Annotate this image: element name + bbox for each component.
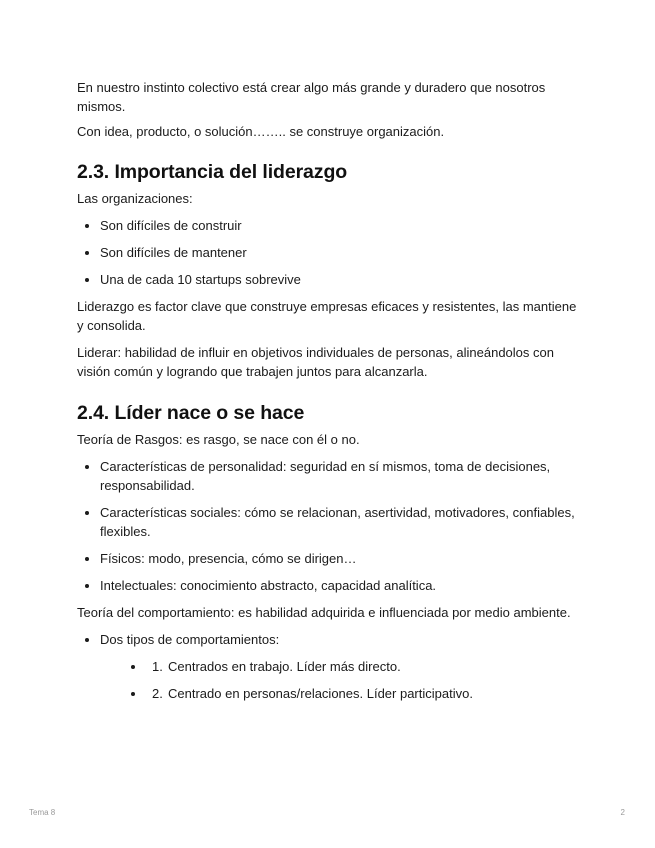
list-item: Características sociales: cómo se relacionan, asertividad, motivadores, confiables, flexibles. bbox=[77, 503, 577, 541]
list-item: Son difíciles de mantener bbox=[77, 243, 577, 262]
section-heading-importancia: 2.3. Importancia del liderazgo bbox=[77, 161, 348, 183]
numbered-item bbox=[123, 657, 577, 676]
intro-paragraph-2: Con idea, producto, o solución…….. se construye organización. bbox=[77, 124, 445, 139]
list-item-label: Dos tipos de comportamientos: bbox=[100, 632, 280, 647]
comportamientos-numbered-list bbox=[100, 657, 577, 703]
intro-paragraph-1: En nuestro instinto colectivo está crear algo más grande y duradero que nosotros mismos. bbox=[77, 80, 546, 114]
item-number: 2. bbox=[152, 686, 163, 701]
numbered-item bbox=[123, 684, 577, 703]
section-2-3-lead: Las organizaciones: bbox=[77, 191, 193, 206]
list-item: Son difíciles de construir bbox=[77, 216, 577, 235]
list-item bbox=[77, 630, 577, 703]
item-text: Centrado en personas/relaciones. Líder participativo. bbox=[168, 686, 473, 701]
list-item: Físicos: modo, presencia, cómo se dirigen… bbox=[77, 549, 577, 568]
item-text: Centrados en trabajo. Líder más directo. bbox=[168, 659, 401, 674]
liderar-paragraph: Liderar: habilidad de influir en objetivos individuales de personas, alineándolos con visión común y logrando que trabajen juntos para alcanzarla. bbox=[77, 345, 554, 379]
page-number: 2 bbox=[620, 808, 625, 817]
comportamientos-list bbox=[77, 630, 577, 703]
list-item: Características de personalidad: seguridad en sí mismos, toma de decisiones, responsabilidad. bbox=[77, 457, 577, 495]
item-number: 1. bbox=[152, 659, 163, 674]
organizaciones-list bbox=[77, 216, 577, 289]
rasgos-list bbox=[77, 457, 577, 595]
section-heading-lider: 2.4. Líder nace o se hace bbox=[77, 402, 305, 424]
footer-topic: Tema 8 bbox=[29, 808, 56, 817]
liderazgo-paragraph: Liderazgo es factor clave que construye empresas eficaces y resistentes, las mantiene y consolida. bbox=[77, 299, 577, 333]
page-content bbox=[77, 78, 577, 703]
list-item: Intelectuales: conocimiento abstracto, capacidad analítica. bbox=[77, 576, 577, 595]
list-item: Una de cada 10 startups sobrevive bbox=[77, 270, 577, 289]
teoria-rasgos-paragraph: Teoría de Rasgos: es rasgo, se nace con él o no. bbox=[77, 432, 360, 447]
teoria-comportamiento-paragraph: Teoría del comportamiento: es habilidad adquirida e influenciada por medio ambiente. bbox=[77, 605, 571, 620]
